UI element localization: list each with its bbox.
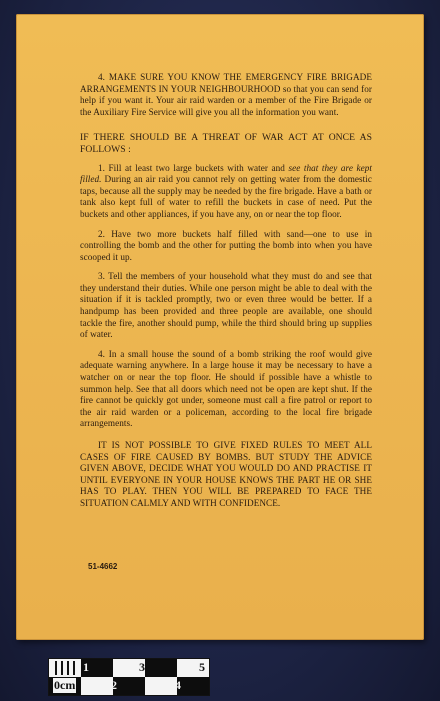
step-1-text: 1. Fill at least two large buckets with water and [98,162,289,173]
scale-label-5: 5 [199,660,205,674]
scale-bar-bottom-row [49,677,209,695]
step-2: 2. Have two more buckets half filled with sand—one to use in controlling the bomb and the other for putting the bomb into when you have scooped it up. [80,228,372,262]
scale-label-2: 2 [111,678,117,692]
scale-label-1: 1 [83,660,89,674]
step-3: 3. Tell the members of your household what they must do and see that they understand their duties. While one person might be able to deal with the situation if it is tackled promptly, two or even three would be better. If a handpump has been provided and three people are available, one should tackle the fire, another should pump, while the third should bring up supplies of water. [80,271,372,340]
step-1-continuation: During an air raid you cannot rely on getting water from the domestic taps, because all the supply may be needed by the fire brigade. Have a bath or tank also kept full of water to refill the buckets in case of need. Put the buckets and other appliances, if you have any, on or near the top floor. [80,174,372,219]
scale-label-4: 4 [175,678,181,692]
closing-advice: IT IS NOT POSSIBLE TO GIVE FIXED RULES TO MEET ALL CASES OF FIRE CAUSED BY BOMBS. BUT STUDY THE ADVICE GIVEN ABOVE, DECIDE WHAT YOU WOULD DO AND PRACTISE IT UNTIL EVERYONE IN YOUR HOUSE KNOWS THE PART HE OR SHE HAS TO PLAY. THEN YOU WILL BE PREPARED TO FACE THE SITUATION CALMLY AND WITH CONFIDENCE. [80,440,372,508]
scale-label-0cm: 0cm [54,678,76,692]
step-4: 4. In a small house the sound of a bomb striking the roof would give adequate warning anywhere. In a large house it may be necessary to have a watcher on or near the top floor. He should if possible have a whistle to summon help. See that all doors which need not be open are kept shut. If the fire cannot be quickly got under, someone must call a fire patrol or report to the air raid warden or a policeman, according to the local fire brigade arrangements. [80,348,372,429]
leaflet-text [80,72,372,518]
paragraph-caps-lead: 4. MAKE SURE YOU KNOW THE EMERGENCY FIRE BRIGADE ARRANGEMENTS IN YOUR NEIGHBOURHOOD [80,72,372,94]
scale-bar [48,658,210,696]
step-1 [80,163,372,221]
section-heading: IF THERE SHOULD BE A THREAT OF WAR ACT AT ONCE AS FOLLOWS : [80,132,372,156]
scale-bar-top-row [49,659,209,677]
step-1-emphasis: see that they are kept filled. [80,162,372,185]
scale-label-3: 3 [139,660,145,674]
paragraph-body: so that you can send for help if you want it. Your air raid warden or a member of the Fire Brigade or the Auxiliary Fire Service will give you all the information you want. [80,83,372,117]
paragraph-fire-brigade-arrangements [80,72,372,118]
reference-code: 51-4662 [88,562,118,571]
